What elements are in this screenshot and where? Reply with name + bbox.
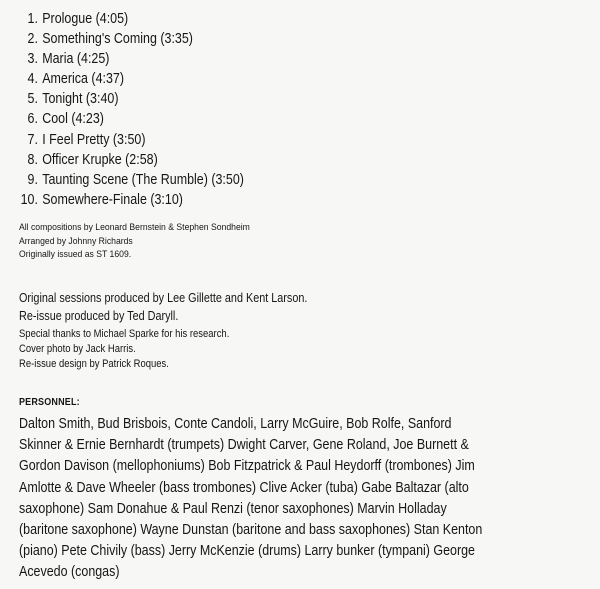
production-credits bbox=[19, 289, 354, 325]
track-item: 1. Prologue (4:05) bbox=[27, 11, 129, 27]
personnel-list bbox=[19, 414, 584, 584]
track-item: 10. Somewhere-Finale (3:10) bbox=[20, 191, 183, 208]
composition-credits bbox=[19, 221, 276, 262]
track-item: 9. Taunting Scene (The Rumble) (3:50) bbox=[27, 171, 244, 188]
personnel-line: Dalton Smith, Bud Brisbois, Conte Candoli, Larry McGuire, Bob Rolfe, Sanford bbox=[19, 416, 452, 432]
design-credit: Re-issue design by Patrick Roques. bbox=[19, 358, 169, 370]
original-issue-note: Originally issued as ST 1609. bbox=[19, 249, 132, 261]
personnel-line: Skinner & Ernie Bernhardt (trumpets) Dwight Carver, Gene Roland, Joe Burnett & bbox=[19, 437, 469, 454]
personnel-line: Acevedo (congas) bbox=[19, 564, 120, 581]
personnel-line: (baritone saxophone) Wayne Dunstan (baritone and bass saxophones) Stan Kenton bbox=[19, 522, 483, 539]
personnel-heading: PERSONNEL: bbox=[19, 397, 80, 408]
arranger-credit: Arranged by Johnny Richards bbox=[19, 235, 133, 247]
special-thanks: Special thanks to Michael Sparke for his research. bbox=[19, 328, 230, 340]
personnel-line: saxophone) Sam Donahue & Paul Renzi (tenor saxophones) Marvin Holladay bbox=[19, 500, 447, 517]
original-producers: Original sessions produced by Lee Gillette and Kent Larson. bbox=[19, 291, 308, 305]
track-item: 5. Tonight (3:40) bbox=[27, 91, 119, 108]
track-item: 2. Something's Coming (3:35) bbox=[27, 31, 193, 48]
track-item: 7. I Feel Pretty (3:50) bbox=[27, 131, 146, 148]
personnel-line: Gordon Davison (mellophoniums) Bob Fitzpatrick & Paul Heydorff (trombones) Jim bbox=[19, 458, 475, 475]
reissue-producer: Re-issue produced by Ted Daryll. bbox=[19, 309, 179, 323]
track-item: 4. America (4:37) bbox=[27, 71, 125, 88]
personnel-line: (piano) Pete Chivily (bass) Jerry McKenzie (drums) Larry bunker (tympani) George bbox=[19, 543, 476, 560]
cover-photo-credit: Cover photo by Jack Harris. bbox=[19, 343, 136, 355]
track-item: 8. Officer Krupke (2:58) bbox=[27, 151, 158, 168]
personnel-line: Amlotte & Dave Wheeler (bass trombones) Clive Acker (tuba) Gabe Baltazar (alto bbox=[19, 479, 469, 496]
track-item: 3. Maria (4:25) bbox=[27, 51, 110, 68]
additional-credits bbox=[19, 327, 264, 372]
compositions-credit: All compositions by Leonard Bernstein & Stephen Sondheim bbox=[19, 222, 250, 233]
track-list bbox=[19, 9, 281, 210]
track-item: 6. Cool (4:23) bbox=[27, 111, 104, 128]
